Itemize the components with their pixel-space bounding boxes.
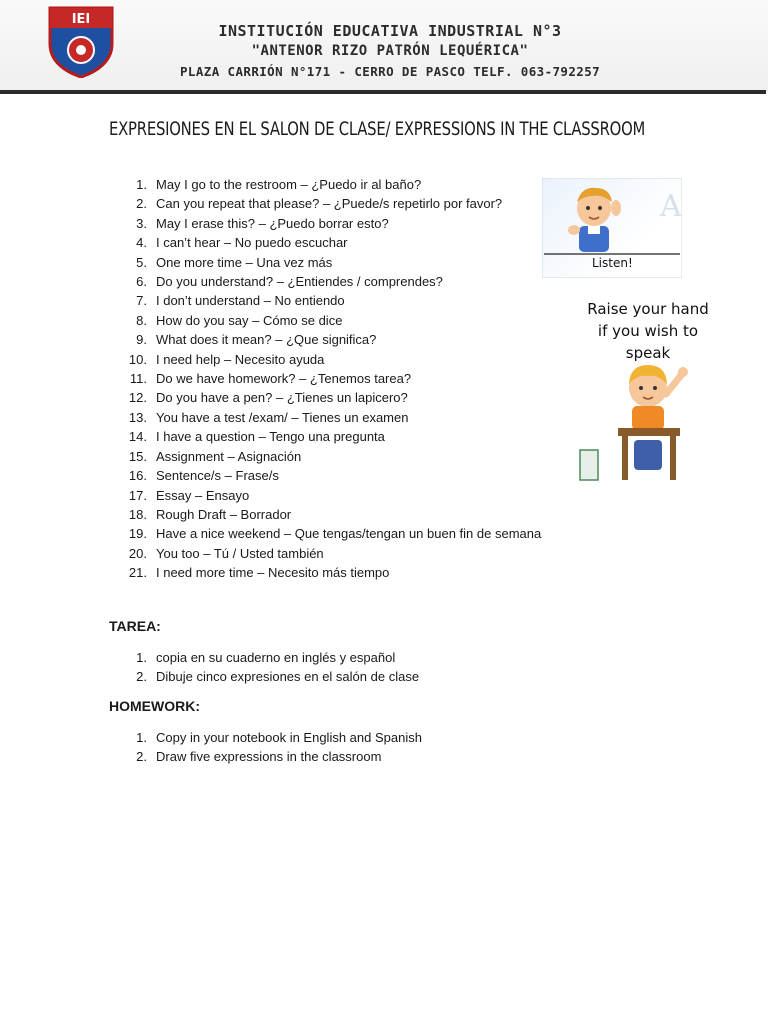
- list-item-number: 21.: [128, 565, 147, 581]
- list-item-number: 2.: [136, 749, 147, 765]
- header-divider: [0, 90, 766, 94]
- expression-item: [109, 350, 541, 369]
- homework-item: [109, 728, 422, 747]
- expression-item: [109, 214, 541, 233]
- list-item-text: Have a nice weekend – Que tengas/tengan un buen fin de semana: [156, 526, 542, 542]
- raise-hand-clipart: [578, 290, 718, 482]
- list-item-text: Do we have homework? – ¿Tenemos tarea?: [156, 371, 412, 387]
- list-item-number: 12.: [128, 390, 147, 406]
- list-item-number: 15.: [128, 448, 147, 464]
- list-item-number: 2.: [136, 196, 147, 212]
- expression-item: [109, 233, 541, 252]
- list-item-text: I need help – Necesito ayuda: [156, 351, 325, 367]
- tarea-heading: TAREA:: [109, 618, 161, 634]
- raise-hand-label: Raise your hand if you wish to speak: [587, 300, 709, 362]
- list-item-text: May I go to the restroom – ¿Puedo ir al baño?: [156, 177, 422, 192]
- school-patron: "ANTENOR RIZO PATRÓN LEQUÉRICA": [251, 43, 529, 59]
- homework-item: [109, 747, 422, 766]
- list-item-number: 20.: [128, 545, 147, 561]
- expressions-list: [109, 175, 541, 583]
- expression-item: [109, 524, 541, 543]
- list-item-text: One more time – Una vez más: [156, 254, 333, 270]
- expression-item: [109, 563, 541, 582]
- list-item-text: Do you have a pen? – ¿Tienes un lapicero?: [156, 390, 408, 406]
- expression-item: [109, 408, 541, 427]
- list-item-text: Rough Draft – Borrador: [156, 506, 292, 522]
- list-item-text: May I erase this? – ¿Puedo borrar esto?: [156, 215, 389, 231]
- expression-item: [109, 330, 541, 349]
- list-item-number: 14.: [128, 429, 147, 445]
- list-item-number: 2.: [136, 669, 147, 685]
- expression-item: [109, 253, 541, 272]
- list-item-number: 13.: [128, 409, 147, 425]
- school-crest-logo: [44, 4, 118, 78]
- list-item-number: 1.: [136, 730, 147, 745]
- list-item-number: 9.: [136, 332, 147, 348]
- list-item-text: I need more time – Necesito más tiempo: [156, 565, 390, 581]
- expression-item: [109, 388, 541, 407]
- list-item-number: 6.: [136, 274, 147, 290]
- list-item-text: Dibuje cinco expresiones en el salón de clase: [156, 669, 420, 685]
- svg-text:A: A: [660, 189, 682, 224]
- list-item-number: 5.: [136, 254, 147, 270]
- raising-hand-boy-icon: [578, 290, 718, 482]
- list-item-number: 1.: [136, 650, 147, 665]
- list-item-number: 18.: [128, 506, 147, 522]
- list-item-number: 16.: [128, 468, 147, 484]
- listen-clipart: [542, 178, 682, 278]
- list-item-text: Essay – Ensayo: [156, 487, 250, 503]
- list-item-text: Assignment – Asignación: [156, 448, 302, 464]
- list-item-text: I can’t hear – No puedo escuchar: [156, 235, 348, 251]
- homework-heading: HOMEWORK:: [109, 698, 200, 714]
- letterhead: [0, 0, 768, 92]
- list-item-text: Copy in your notebook in English and Spanish: [156, 730, 422, 745]
- list-item-number: 1.: [136, 177, 147, 192]
- expression-item: [109, 311, 541, 330]
- list-item-text: What does it mean? – ¿Que significa?: [156, 332, 377, 348]
- expression-item: [109, 369, 541, 388]
- expression-item: [109, 272, 541, 291]
- list-item-text: Draw five expressions in the classroom: [156, 749, 382, 765]
- page-title: EXPRESIONES EN EL SALON DE CLASE/ EXPRESSIONS IN THE CLASSROOM: [109, 118, 646, 140]
- tarea-item: [109, 667, 419, 686]
- expression-item: [109, 486, 541, 505]
- expression-item: [109, 466, 541, 485]
- list-item-text: Do you understand? – ¿Entiendes / comprendes?: [156, 274, 443, 290]
- list-item-number: 3.: [136, 215, 147, 231]
- expression-item: [109, 447, 541, 466]
- expression-item: [109, 427, 541, 446]
- expression-item: [109, 544, 541, 563]
- list-item-text: Sentence/s – Frase/s: [156, 468, 279, 484]
- list-item-number: 11.: [129, 371, 147, 387]
- list-item-number: 4.: [136, 235, 147, 251]
- list-item-text: Can you repeat that please? – ¿Puede/s repetirlo por favor?: [156, 196, 503, 212]
- list-item-text: You have a test /exam/ – Tienes un examen: [156, 409, 409, 425]
- list-item-number: 7.: [136, 293, 147, 309]
- homework-list: [109, 728, 422, 767]
- list-item-number: 10.: [128, 351, 147, 367]
- school-name: INSTITUCIÓN EDUCATIVA INDUSTRIAL N°3: [218, 22, 562, 40]
- tarea-item: [109, 648, 419, 667]
- listen-label: Listen!: [592, 256, 633, 270]
- expression-item: [109, 505, 541, 524]
- list-item-text: I have a question – Tengo una pregunta: [156, 429, 385, 445]
- expression-item: [109, 175, 541, 194]
- list-item-text: I don’t understand – No entiendo: [156, 293, 345, 309]
- list-item-text: copia en su cuaderno en inglés y español: [156, 650, 396, 665]
- tarea-list: [109, 648, 419, 687]
- list-item-number: 19.: [128, 526, 147, 542]
- list-item-text: You too – Tú / Usted también: [156, 545, 324, 561]
- expression-item: [109, 194, 541, 213]
- school-address: PLAZA CARRIÓN N°171 - CERRO DE PASCO TELF. 063-792257: [180, 64, 601, 79]
- list-item-number: 17.: [128, 487, 147, 503]
- list-item-number: 8.: [136, 312, 147, 328]
- logo-text: IEI: [71, 12, 91, 27]
- expression-item: [109, 291, 541, 310]
- list-item-text: How do you say – Cómo se dice: [156, 312, 343, 328]
